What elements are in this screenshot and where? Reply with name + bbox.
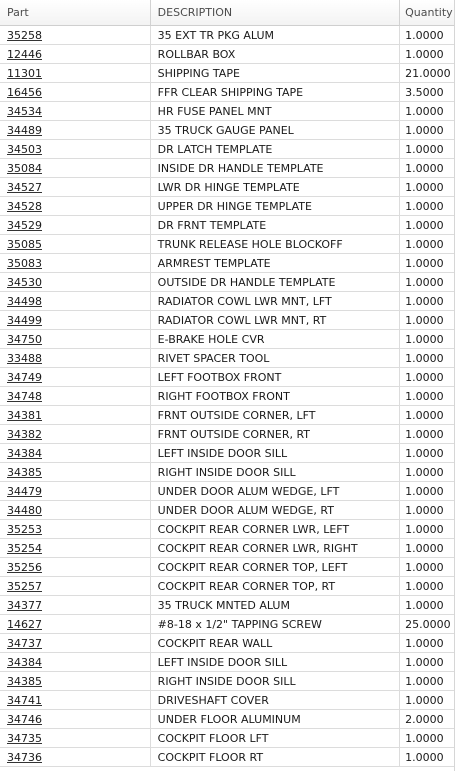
quantity-cell: 1.0000 bbox=[405, 465, 444, 479]
table-row[interactable] bbox=[0, 406, 454, 425]
quantity-cell: 3.5000 bbox=[405, 85, 444, 99]
part-cell bbox=[0, 159, 151, 177]
part-number-link[interactable]: 34480 bbox=[7, 503, 42, 517]
description-cell: TRUNK RELEASE HOLE BLOCKOFF bbox=[151, 235, 400, 253]
table-row[interactable] bbox=[0, 330, 454, 349]
table-row[interactable] bbox=[0, 748, 454, 767]
part-cell bbox=[0, 216, 151, 234]
part-cell bbox=[0, 311, 151, 329]
description-cell: LEFT INSIDE DOOR SILL bbox=[151, 653, 400, 671]
part-cell bbox=[0, 577, 151, 595]
description-cell: RIVET SPACER TOOL bbox=[151, 349, 400, 367]
description-cell: ROLLBAR BOX bbox=[151, 45, 400, 63]
description-cell: FRNT OUTSIDE CORNER, RT bbox=[151, 425, 400, 443]
part-cell bbox=[0, 748, 151, 766]
part-number-link[interactable]: 34534 bbox=[7, 104, 42, 118]
part-cell bbox=[0, 330, 151, 348]
part-cell bbox=[0, 596, 151, 614]
part-number-link[interactable]: 34384 bbox=[7, 446, 42, 460]
quantity-cell: 1.0000 bbox=[405, 408, 444, 422]
part-number-link[interactable]: 34529 bbox=[7, 218, 42, 232]
part-cell bbox=[0, 729, 151, 747]
table-row[interactable] bbox=[0, 691, 454, 710]
part-cell bbox=[0, 558, 151, 576]
part-cell bbox=[0, 672, 151, 690]
description-cell: LEFT FOOTBOX FRONT bbox=[151, 368, 400, 386]
part-number-link[interactable]: 34736 bbox=[7, 750, 42, 764]
part-cell bbox=[0, 235, 151, 253]
part-cell bbox=[0, 45, 151, 63]
part-cell bbox=[0, 463, 151, 481]
quantity-cell: 1.0000 bbox=[405, 598, 444, 612]
description-cell: RIGHT INSIDE DOOR SILL bbox=[151, 463, 400, 481]
description-cell: FFR CLEAR SHIPPING TAPE bbox=[151, 83, 400, 101]
table-row[interactable] bbox=[0, 197, 454, 216]
quantity-cell: 2.0000 bbox=[405, 712, 444, 726]
table-row[interactable] bbox=[0, 121, 454, 140]
part-cell bbox=[0, 121, 151, 139]
table-row[interactable] bbox=[0, 159, 454, 178]
quantity-cell: 1.0000 bbox=[405, 674, 444, 688]
part-number-link[interactable]: 11301 bbox=[7, 66, 42, 80]
table-row[interactable] bbox=[0, 634, 454, 653]
part-cell bbox=[0, 520, 151, 538]
table-row[interactable] bbox=[0, 273, 454, 292]
description-cell: LEFT INSIDE DOOR SILL bbox=[151, 444, 400, 462]
description-cell: HR FUSE PANEL MNT bbox=[151, 102, 400, 120]
grid-body bbox=[0, 26, 454, 767]
part-cell bbox=[0, 653, 151, 671]
quantity-cell: 1.0000 bbox=[405, 351, 444, 365]
description-cell: UNDER DOOR ALUM WEDGE, RT bbox=[151, 501, 400, 519]
table-row[interactable] bbox=[0, 292, 454, 311]
quantity-cell: 1.0000 bbox=[405, 541, 444, 555]
table-row[interactable] bbox=[0, 64, 454, 83]
part-cell bbox=[0, 406, 151, 424]
description-cell: 35 EXT TR PKG ALUM bbox=[151, 26, 400, 44]
part-cell bbox=[0, 292, 151, 310]
table-row[interactable] bbox=[0, 501, 454, 520]
part-number-link[interactable]: 34489 bbox=[7, 123, 42, 137]
table-row[interactable] bbox=[0, 729, 454, 748]
description-cell: DRIVESHAFT COVER bbox=[151, 691, 400, 709]
quantity-cell: 1.0000 bbox=[405, 484, 444, 498]
table-row[interactable] bbox=[0, 539, 454, 558]
quantity-cell: 1.0000 bbox=[405, 370, 444, 384]
table-row[interactable] bbox=[0, 425, 454, 444]
description-cell: INSIDE DR HANDLE TEMPLATE bbox=[151, 159, 400, 177]
description-cell: COCKPIT REAR CORNER LWR, RIGHT bbox=[151, 539, 400, 557]
table-row[interactable] bbox=[0, 520, 454, 539]
part-number-link[interactable]: 12446 bbox=[7, 47, 42, 61]
part-number-link[interactable]: 34479 bbox=[7, 484, 42, 498]
quantity-cell: 1.0000 bbox=[405, 256, 444, 270]
quantity-cell: 1.0000 bbox=[405, 313, 444, 327]
quantity-cell: 1.0000 bbox=[405, 560, 444, 574]
table-row[interactable] bbox=[0, 254, 454, 273]
table-row[interactable] bbox=[0, 349, 454, 368]
description-cell: RADIATOR COWL LWR MNT, RT bbox=[151, 311, 400, 329]
part-number-link[interactable]: 34377 bbox=[7, 598, 42, 612]
quantity-cell: 1.0000 bbox=[405, 47, 444, 61]
description-cell: COCKPIT REAR CORNER LWR, LEFT bbox=[151, 520, 400, 538]
quantity-cell: 1.0000 bbox=[405, 731, 444, 745]
part-cell bbox=[0, 615, 151, 633]
part-number-link[interactable]: 35257 bbox=[7, 579, 42, 593]
table-row[interactable] bbox=[0, 482, 454, 501]
part-number-link[interactable]: 14627 bbox=[7, 617, 42, 631]
part-number-link[interactable]: 35085 bbox=[7, 237, 42, 251]
part-number-link[interactable]: 34737 bbox=[7, 636, 42, 650]
part-cell bbox=[0, 178, 151, 196]
table-row[interactable] bbox=[0, 615, 454, 634]
part-cell bbox=[0, 102, 151, 120]
quantity-cell: 25.0000 bbox=[405, 617, 451, 631]
table-row[interactable] bbox=[0, 178, 454, 197]
description-cell: RIGHT INSIDE DOOR SILL bbox=[151, 672, 400, 690]
quantity-cell: 1.0000 bbox=[405, 750, 444, 764]
part-number-link[interactable]: 34527 bbox=[7, 180, 42, 194]
quantity-cell: 1.0000 bbox=[405, 389, 444, 403]
column-header-quantity[interactable]: Quantity bbox=[405, 6, 453, 19]
part-number-link[interactable]: 35256 bbox=[7, 560, 42, 574]
part-cell bbox=[0, 368, 151, 386]
column-header-part[interactable]: Part bbox=[0, 0, 151, 25]
table-row[interactable] bbox=[0, 26, 454, 45]
part-number-link[interactable]: 35083 bbox=[7, 256, 42, 270]
part-number-link[interactable]: 34385 bbox=[7, 465, 42, 479]
grid-header bbox=[0, 0, 454, 26]
description-cell: DR LATCH TEMPLATE bbox=[151, 140, 400, 158]
quantity-cell: 1.0000 bbox=[405, 655, 444, 669]
part-cell bbox=[0, 64, 151, 82]
part-cell bbox=[0, 634, 151, 652]
part-cell bbox=[0, 425, 151, 443]
quantity-cell: 1.0000 bbox=[405, 161, 444, 175]
table-row[interactable] bbox=[0, 387, 454, 406]
table-row[interactable] bbox=[0, 444, 454, 463]
description-cell: DR FRNT TEMPLATE bbox=[151, 216, 400, 234]
part-cell bbox=[0, 140, 151, 158]
quantity-cell: 1.0000 bbox=[405, 332, 444, 346]
table-row[interactable] bbox=[0, 558, 454, 577]
part-number-link[interactable]: 34748 bbox=[7, 389, 42, 403]
part-cell bbox=[0, 482, 151, 500]
table-row[interactable] bbox=[0, 596, 454, 615]
quantity-cell: 1.0000 bbox=[405, 579, 444, 593]
part-cell bbox=[0, 26, 151, 44]
part-cell bbox=[0, 501, 151, 519]
part-cell bbox=[0, 691, 151, 709]
quantity-cell: 1.0000 bbox=[405, 446, 444, 460]
table-row[interactable] bbox=[0, 45, 454, 64]
table-row[interactable] bbox=[0, 216, 454, 235]
description-cell: OUTSIDE DR HANDLE TEMPLATE bbox=[151, 273, 400, 291]
part-number-link[interactable]: 34503 bbox=[7, 142, 42, 156]
part-number-link[interactable]: 35258 bbox=[7, 28, 42, 42]
table-row[interactable] bbox=[0, 140, 454, 159]
part-cell bbox=[0, 387, 151, 405]
part-cell bbox=[0, 273, 151, 291]
part-number-link[interactable]: 34528 bbox=[7, 199, 42, 213]
quantity-cell: 1.0000 bbox=[405, 123, 444, 137]
part-number-link[interactable]: 34385 bbox=[7, 674, 42, 688]
quantity-cell: 1.0000 bbox=[405, 427, 444, 441]
part-cell bbox=[0, 710, 151, 728]
column-header-description[interactable]: DESCRIPTION bbox=[151, 0, 400, 25]
part-number-link[interactable]: 34741 bbox=[7, 693, 42, 707]
description-cell: UPPER DR HINGE TEMPLATE bbox=[151, 197, 400, 215]
part-number-link[interactable]: 35254 bbox=[7, 541, 42, 555]
description-cell: ARMREST TEMPLATE bbox=[151, 254, 400, 272]
table-row[interactable] bbox=[0, 102, 454, 121]
description-cell: COCKPIT REAR CORNER TOP, LEFT bbox=[151, 558, 400, 576]
quantity-cell: 1.0000 bbox=[405, 294, 444, 308]
part-number-link[interactable]: 34746 bbox=[7, 712, 42, 726]
quantity-cell: 1.0000 bbox=[405, 180, 444, 194]
description-cell: UNDER DOOR ALUM WEDGE, LFT bbox=[151, 482, 400, 500]
description-cell: FRNT OUTSIDE CORNER, LFT bbox=[151, 406, 400, 424]
table-row[interactable] bbox=[0, 311, 454, 330]
part-number-link[interactable]: 35253 bbox=[7, 522, 42, 536]
table-row[interactable] bbox=[0, 83, 454, 102]
quantity-cell: 1.0000 bbox=[405, 522, 444, 536]
part-number-link[interactable]: 34499 bbox=[7, 313, 42, 327]
description-cell: COCKPIT FLOOR RT bbox=[151, 748, 400, 766]
part-number-link[interactable]: 16456 bbox=[7, 85, 42, 99]
table-row[interactable] bbox=[0, 710, 454, 729]
table-row[interactable] bbox=[0, 672, 454, 691]
quantity-cell: 21.0000 bbox=[405, 66, 451, 80]
table-row[interactable] bbox=[0, 368, 454, 387]
part-cell bbox=[0, 83, 151, 101]
part-cell bbox=[0, 539, 151, 557]
part-cell bbox=[0, 197, 151, 215]
quantity-cell: 1.0000 bbox=[405, 237, 444, 251]
part-number-link[interactable]: 34384 bbox=[7, 655, 42, 669]
description-cell: UNDER FLOOR ALUMINUM bbox=[151, 710, 400, 728]
description-cell: #8-18 x 1/2" TAPPING SCREW bbox=[151, 615, 400, 633]
table-row[interactable] bbox=[0, 463, 454, 482]
quantity-cell: 1.0000 bbox=[405, 275, 444, 289]
quantity-cell: 1.0000 bbox=[405, 636, 444, 650]
description-cell: 35 TRUCK MNTED ALUM bbox=[151, 596, 400, 614]
part-number-link[interactable]: 34382 bbox=[7, 427, 42, 441]
quantity-cell: 1.0000 bbox=[405, 218, 444, 232]
part-number-link[interactable]: 33488 bbox=[7, 351, 42, 365]
quantity-cell: 1.0000 bbox=[405, 693, 444, 707]
quantity-cell: 1.0000 bbox=[405, 199, 444, 213]
part-number-link[interactable]: 35084 bbox=[7, 161, 42, 175]
description-cell: RADIATOR COWL LWR MNT, LFT bbox=[151, 292, 400, 310]
part-number-link[interactable]: 34749 bbox=[7, 370, 42, 384]
quantity-cell: 1.0000 bbox=[405, 142, 444, 156]
quantity-cell: 1.0000 bbox=[405, 28, 444, 42]
table-row[interactable] bbox=[0, 653, 454, 672]
quantity-cell: 1.0000 bbox=[405, 503, 444, 517]
description-cell: LWR DR HINGE TEMPLATE bbox=[151, 178, 400, 196]
description-cell: COCKPIT FLOOR LFT bbox=[151, 729, 400, 747]
description-cell: E-BRAKE HOLE CVR bbox=[151, 330, 400, 348]
description-cell: COCKPIT REAR CORNER TOP, RT bbox=[151, 577, 400, 595]
description-cell: RIGHT FOOTBOX FRONT bbox=[151, 387, 400, 405]
part-cell bbox=[0, 254, 151, 272]
part-number-link[interactable]: 34750 bbox=[7, 332, 42, 346]
part-number-link[interactable]: 34381 bbox=[7, 408, 42, 422]
part-number-link[interactable]: 34530 bbox=[7, 275, 42, 289]
table-row[interactable] bbox=[0, 235, 454, 254]
description-cell: COCKPIT REAR WALL bbox=[151, 634, 400, 652]
description-cell: 35 TRUCK GAUGE PANEL bbox=[151, 121, 400, 139]
part-number-link[interactable]: 34498 bbox=[7, 294, 42, 308]
part-cell bbox=[0, 444, 151, 462]
part-number-link[interactable]: 34735 bbox=[7, 731, 42, 745]
quantity-cell: 1.0000 bbox=[405, 104, 444, 118]
description-cell: SHIPPING TAPE bbox=[151, 64, 400, 82]
table-row[interactable] bbox=[0, 577, 454, 596]
part-cell bbox=[0, 349, 151, 367]
